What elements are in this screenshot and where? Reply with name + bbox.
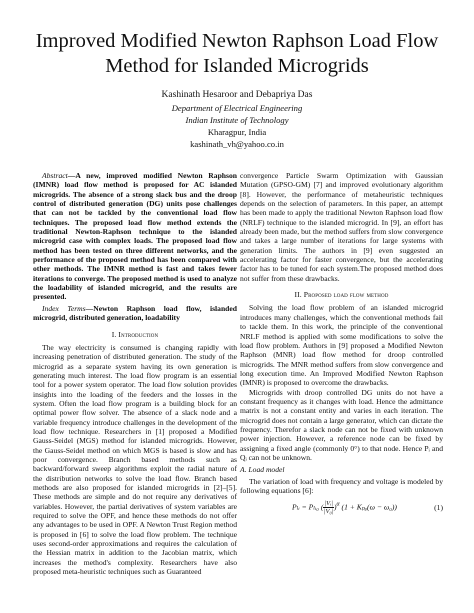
method-paragraph-2: Microgrids with droop controlled DG units do not have a constant frequency as it changes with load. Hence the admittance matrix is not a constant entity and varies in each iteration. The microgrid does not contain a large generator, which can dictate the frequency. Therefor a slack node can not be fixed with unknown power injection. However, a reference node can be fixed by assigning a fixed angle (commonly 0°) to that node. Hence Pᵢ and Qᵢ can not be unknown. — [240, 387, 443, 462]
intro-continued-paragraph: convergence Particle Swarm Optimization with Gaussian Mutation (GPSO-GM) [7] and improved evolutionary algorithm [8]. However, the performance of metaheuristic techniques depends on the selection of parameters. In this paper, an attempt has been made to apply the traditional Newton Raphson load flow (NRLF) technique to the islanded microgrid. In [9], an effort has already been made, but the method suffers from slow convergence and takes a large number of iterations for large systems with generation limits. The authors in [9] even suggested an accelerating factor for faster convergence, but the accelerating factor has to be tuned for each system.The proposed method does not suffer from these drawbacks. — [240, 171, 443, 283]
equation-number: (1) — [434, 503, 443, 513]
fraction-numerator: |Vᵢ| — [324, 500, 333, 508]
right-column — [240, 171, 443, 518]
abstract-lead: Abstract — [42, 171, 68, 180]
author-names: Kashinath Hesaroor and Debapriya Das — [161, 90, 313, 100]
institute: Indian Institute of Technology — [185, 115, 289, 125]
abstract-text: —A new, improved modified Newton Raphson (IMNR) load flow method is proposed for AC islanded microgrids. The absence of a strong slack bus and the droop control of distributed generation (DG) units pose challenges that can not be tackled by the conventional load flow techniques. The proposed load flow method extends the traditional Newton-Raphson technique to the islanded microgrid case with complex loads. The proposed load flow method has been tested on three different networks, and the performance of the proposed method has been compared with other methods. The IMNR method is fast and takes fewer iterations to converge. The proposed method is used to analyze the loadability of islanded microgrid, and the results are presented. — [33, 171, 237, 302]
index-terms — [33, 304, 237, 323]
equation-exponent: α — [336, 502, 340, 509]
load-model-paragraph: The variation of load with frequency and voltage is modeled by following equations [6]: — [240, 476, 443, 495]
abstract — [33, 171, 237, 302]
department: Department of Electrical Engineering — [171, 103, 303, 113]
equation-body: Pₗᵢ = Pₗᵢ₀ ( $\frac{\text{|Vᵢ|}}{\text{|V₀|}}$ )$^\alpha$ (1 + Kₚᵨ(ω − ω₀)) — [292, 500, 397, 516]
subsection-heading-load-model: A. Load model — [240, 465, 285, 475]
section-heading-introduction: I. Introduction — [111, 329, 159, 339]
city: Kharagpur, India — [207, 127, 267, 137]
index-terms-text: —Newton Raphson load flow, islanded microgrid, distributed generation, loadability — [33, 303, 237, 323]
author-block — [0, 89, 474, 150]
equation-fraction — [323, 500, 334, 515]
left-column — [33, 171, 237, 576]
equation-lhs: Pₗᵢ = Pₗᵢ₀ — [292, 502, 319, 512]
title-line-2: Method for Islanded Microgrids — [105, 55, 369, 77]
fraction-denominator: |V₀| — [323, 508, 334, 516]
intro-paragraph: The way electricity is consumed is changing rapidly with increasing penetration of distributed generation. The study of the microgrid as a separate system having its own generation is generating much interest. The load flow program is an essential tool for a power system operator. The load flow solution provides insights into the loading of the feeders and the losses in the system. Often the load flow program is a building block for an optimal power flow solver. The absence of a slack node and a variable frequency introduce challenges in the development of the load flow technique. Researchers in [1] proposed a Modified Gauss-Seidel (MGS) method for islanded microgrids. However, the Gauss-Seidel method on which MGS is based is slow and has poor convergence. Branch based methods such as backward/forward sweep algorithms exploit the radial nature of the distribution networks to solve the load flow. Branch based methods are also proposed for islanded microgrids in [2]–[5]. These methods are simple and do not require any derivatives of variables. However, the partial derivatives of system variables are required to solve the OPF, and hence these methods do not offer any advantages to be used in OPF. A Newton Trust Region method is proposed in [6] to solve the load flow problem. The technique uses second-order approximations and requires the calculation of the Hessian matrix in addition to the Jacobian matrix, which increases the method's complexity. Researchers have also proposed meta-heuristic techniques such as Guaranteed — [33, 342, 237, 577]
title-line-1: Improved Modified Newton Raphson Load Flow — [35, 30, 439, 52]
equation-1 — [240, 500, 443, 515]
paper-title — [0, 29, 474, 79]
email: kashinath_vh@yahoo.co.in — [190, 139, 284, 149]
equation-rhs: (1 + Kₚᵨ(ω − ω₀)) — [341, 502, 397, 512]
index-terms-lead: Index Terms — [42, 303, 86, 313]
section-heading-proposed-method: II. Proposed load flow method — [294, 290, 389, 300]
method-paragraph-1: Solving the load flow problem of an islanded microgrid introduces many challenges, which the conventional methods fail to tackle them. In this work, the principle of the conventional NRLF method is applied with some modifications to solve the load flow problem. Authors in [9] proposed a Modified Newton Raphson (MNR) load flow method for droop controlled microgrids. The MNR method suffers from slow convergence and long execution time. An Improved Modified Newton Raphson (IMNR) is proposed to overcome the drawbacks. — [240, 303, 443, 388]
